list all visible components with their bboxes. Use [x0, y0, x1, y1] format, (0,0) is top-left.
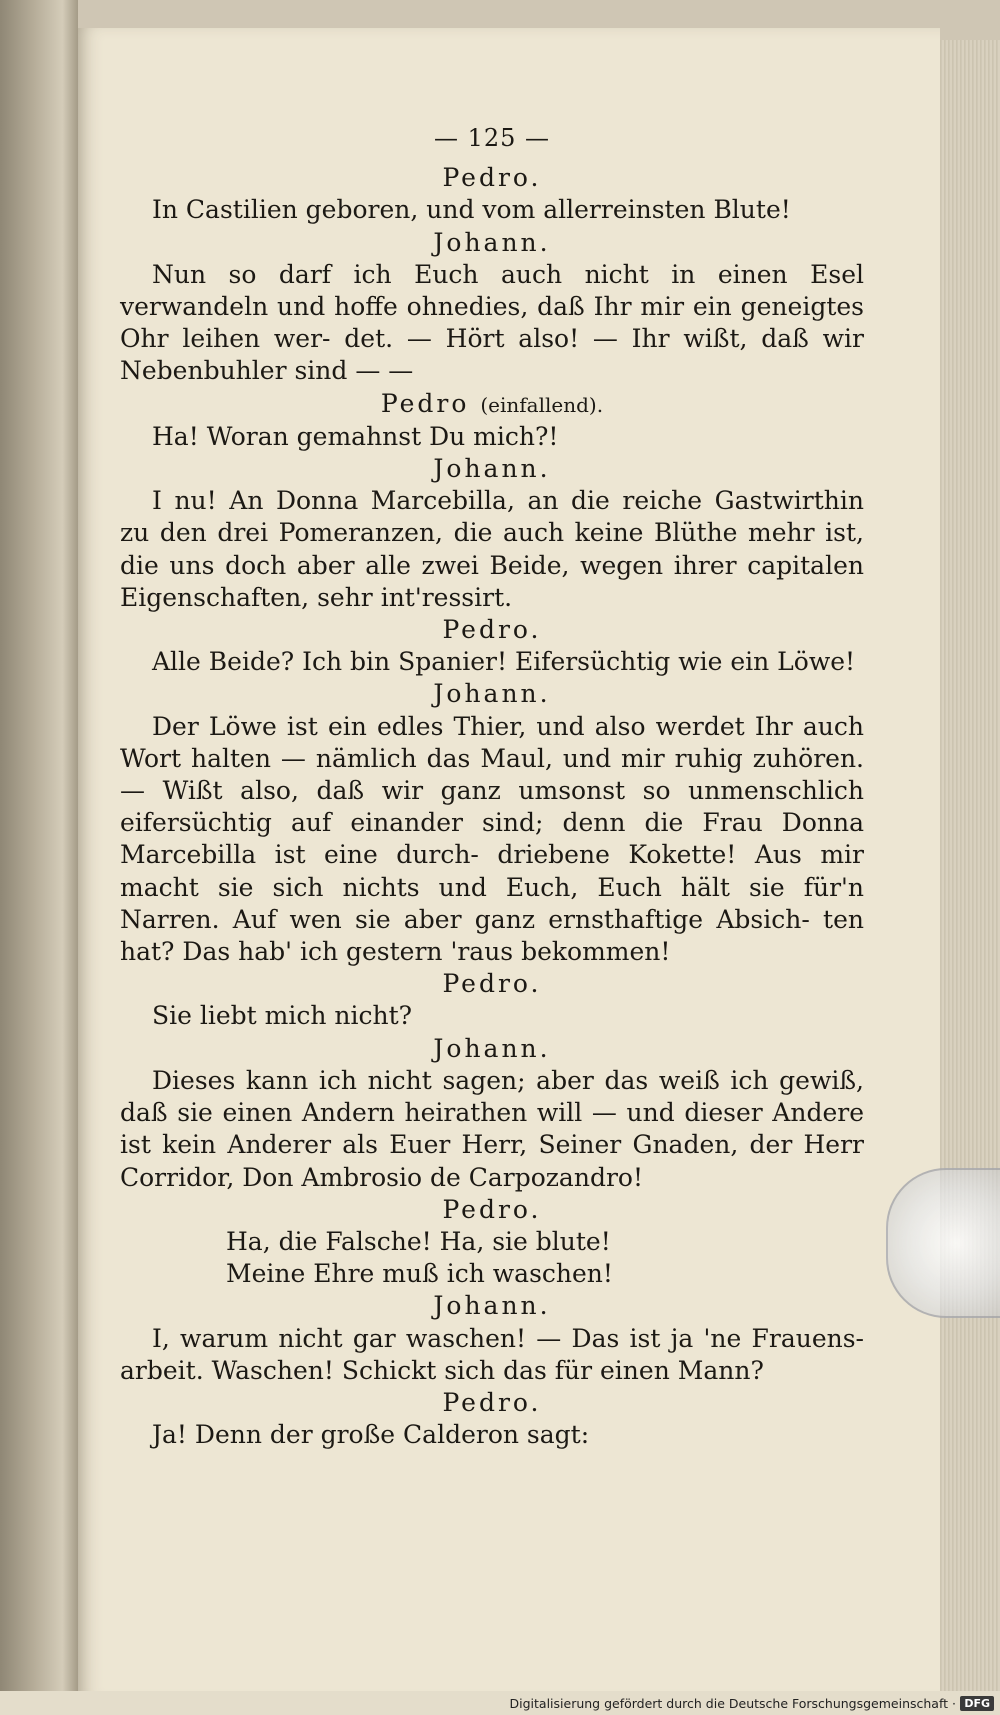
page-number: — 125 —: [433, 124, 551, 152]
speaker-label: Pedro.: [442, 615, 542, 645]
speaker-name: [120, 1387, 864, 1419]
dialogue-paragraph: [120, 711, 864, 969]
speaker-label: Johann.: [433, 227, 551, 257]
text-line: Wißt also, daß wir ganz umsonst so unmenschlich eifersüchtig auf: [120, 776, 864, 838]
funding-credit: Digitalisierung gefördert durch die Deutsche Forschungsgemeinschaft ·: [509, 1696, 956, 1711]
page-edges: [937, 40, 1000, 1700]
speaker-name: [120, 227, 864, 259]
dialogue-paragraph: [120, 485, 864, 614]
book-gutter: [0, 0, 78, 1715]
text-line: I nu! An Donna Marcebilla, an die reiche Gastwirthin zu: [120, 486, 864, 548]
verse-line: Meine Ehre muß ich waschen!: [226, 1259, 613, 1289]
speaker-label: Johann.: [433, 1033, 551, 1063]
text-line: Dieses kann ich nicht sagen; aber das weiß ich gewiß, daß: [120, 1065, 864, 1128]
dialogue-paragraph: [120, 259, 864, 388]
speaker-label: Johann.: [433, 679, 551, 709]
speaker-label: Pedro: [380, 388, 470, 418]
verse-block: [120, 1226, 864, 1290]
dfg-logo: DFG: [960, 1696, 994, 1711]
text-line: arbeit. Waschen! Schickt sich das für einen Mann?: [120, 1355, 764, 1385]
speaker-name: [120, 1290, 864, 1322]
page-clip: [886, 1168, 1000, 1318]
text-line: det. — Hört also! — Ihr wißt, daß wir Nebenbuhler sind — —: [120, 324, 865, 386]
text-line: Don Ambrosio de Carpozandro!: [242, 1162, 643, 1192]
dialogue-paragraph: [120, 1065, 864, 1194]
dialogue-paragraph: [120, 1419, 864, 1451]
page-text: [120, 122, 864, 1451]
text-line: Wort halten — nämlich das Maul, und mir ruhig zuhören. —: [120, 743, 864, 806]
text-line: und hoffe ohnedies, daß Ihr mir ein geneigtes Ohr leihen wer-: [120, 292, 864, 354]
speaker-label: Pedro.: [442, 1387, 542, 1417]
text-line: einander sind; denn die Frau Donna Marcebilla ist eine durch-: [120, 808, 865, 870]
speaker-label: Johann.: [433, 1291, 551, 1321]
speaker-label: Johann.: [433, 454, 551, 484]
footer-bar: [0, 1691, 1000, 1715]
text-line: In Castilien geboren, und vom allerreinsten Blute!: [152, 195, 791, 225]
text-line: I, warum nicht gar waschen! — Das ist ja 'ne Frauens-: [152, 1323, 864, 1353]
text-line: den drei Pomeranzen, die auch keine Blüthe mehr ist, die uns: [120, 518, 864, 580]
text-line: Der Löwe ist ein edles Thier, und also werdet Ihr auch: [152, 711, 864, 741]
text-line: ten hat? Das hab' ich gestern 'raus bekommen!: [120, 904, 864, 967]
speaker-name: [120, 678, 864, 710]
text-line: Ja! Denn der große Calderon sagt:: [152, 1420, 590, 1450]
speaker-name: [120, 388, 864, 421]
dialogue-paragraph: [120, 646, 864, 678]
speaker-label: Pedro.: [442, 1194, 542, 1224]
dialogue-paragraph: [120, 1000, 864, 1032]
speaker-label: Pedro.: [442, 163, 542, 193]
dialogue-paragraph: [120, 194, 864, 226]
text-line: sie einen Andern heirathen will — und dieser Andere ist kein: [120, 1098, 865, 1160]
text-line: doch aber alle zwei Beide, wegen ihrer capitalen Eigenschaften,: [120, 550, 864, 612]
text-line: Ha! Woran gemahnst Du mich?!: [152, 421, 559, 451]
speaker-name: [120, 453, 864, 485]
speaker-name: [120, 614, 864, 646]
speaker-name: [120, 1033, 864, 1065]
speaker-name: [120, 1194, 864, 1226]
text-line: Sie liebt mich nicht?: [152, 1001, 413, 1031]
text-line: hält sie für'n Narren. Auf wen sie aber ganz ernsthaftige Absich-: [120, 872, 865, 934]
speaker-name: [120, 968, 864, 1000]
dialogue-body: [120, 162, 864, 1451]
speaker-label: Pedro.: [442, 969, 542, 999]
stage-direction: (einfallend).: [480, 392, 604, 417]
dialogue-paragraph: [120, 421, 864, 453]
text-line: driebene Kokette! Aus mir macht sie sich nichts und Euch, Euch: [120, 840, 865, 902]
text-line: Nun so darf ich Euch auch nicht in einen Esel verwandeln: [120, 259, 864, 322]
text-line: sehr int'ressirt.: [317, 582, 513, 612]
dialogue-paragraph: [120, 1323, 864, 1387]
text-line: Alle Beide? Ich bin Spanier! Eifersüchtig wie ein Löwe!: [152, 647, 856, 677]
speaker-name: [120, 162, 864, 194]
text-line: Anderer als Euer Herr, Seiner Gnaden, der Herr Corridor,: [120, 1130, 865, 1192]
verse-line: Ha, die Falsche! Ha, sie blute!: [226, 1226, 611, 1256]
